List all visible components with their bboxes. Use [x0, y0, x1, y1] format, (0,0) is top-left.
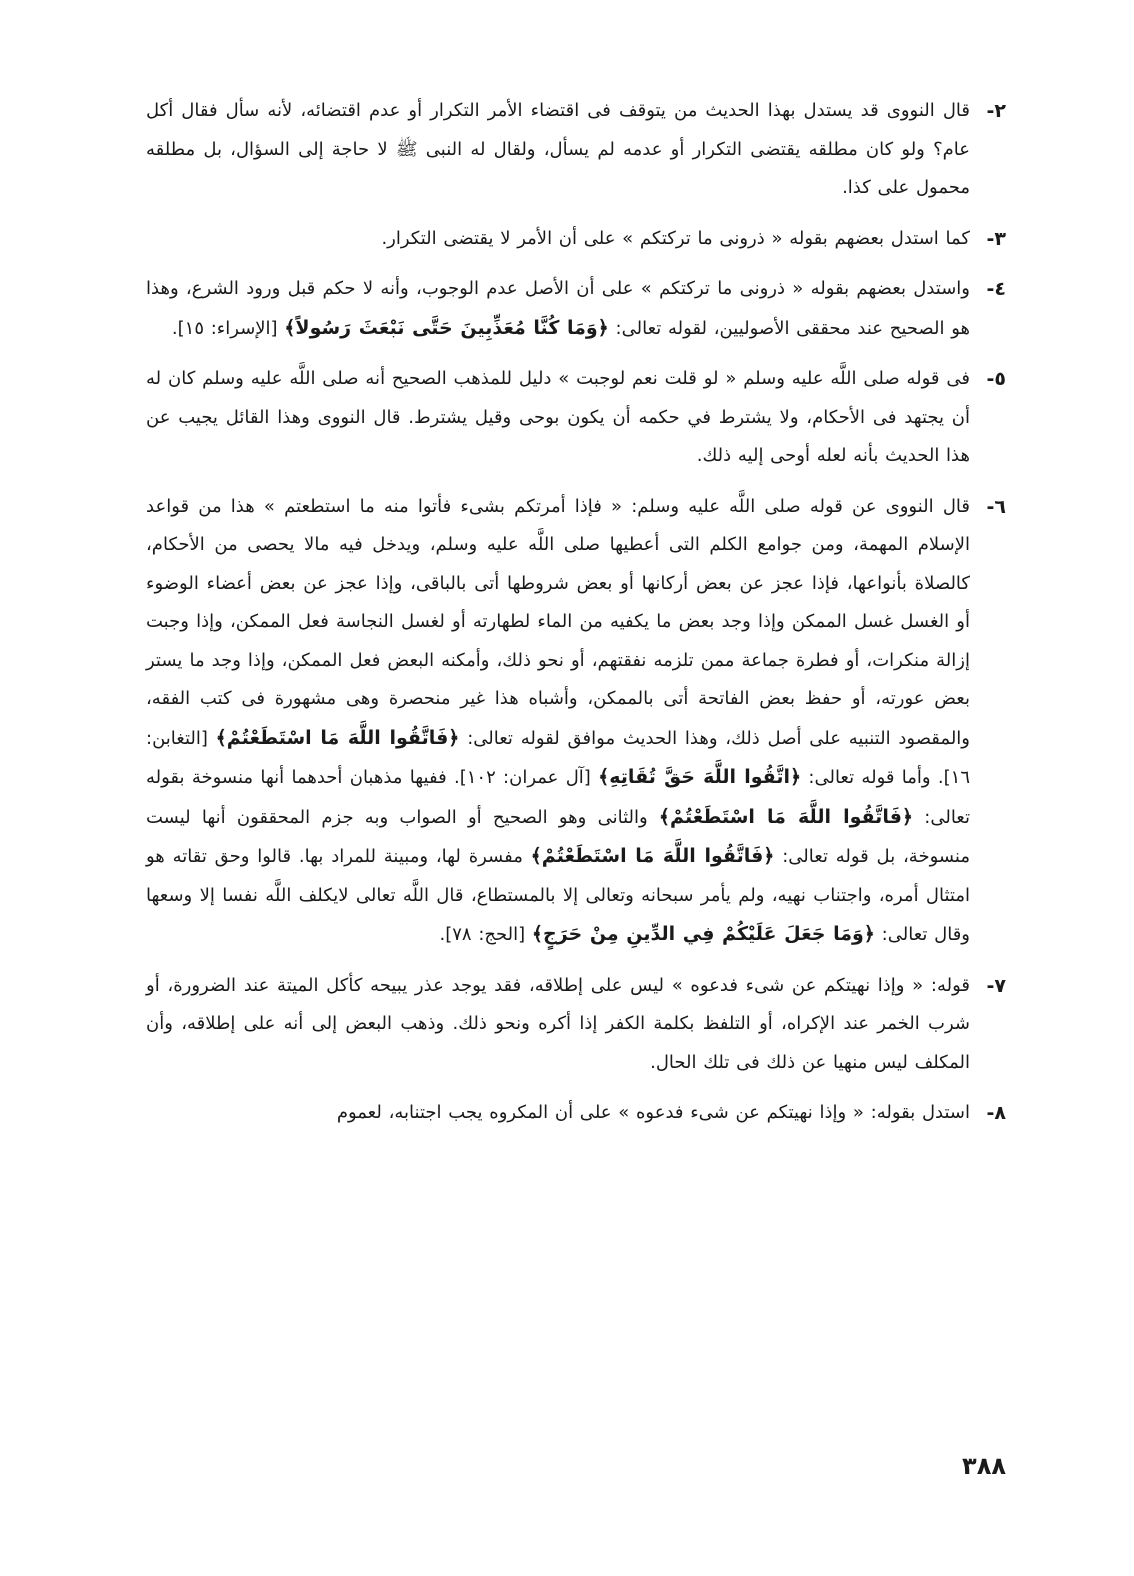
paragraph-number: ٦- [986, 495, 1006, 518]
quran-verse: ﴿فَاتَّقُوا اللَّهَ مَا اسْتَطَعْتُمْ﴾ [658, 805, 914, 828]
numbered-paragraph [146, 360, 1006, 476]
quran-verse: ﴿فَاتَّقُوا اللَّهَ مَا اسْتَطَعْتُمْ﴾ [215, 726, 460, 749]
numbered-paragraph [146, 92, 1006, 208]
text-segment: [الحج: ٧٨]. [439, 924, 532, 945]
page-number: ٣٨٨ [962, 1452, 1006, 1480]
paragraph-number: ٨- [986, 1102, 1006, 1124]
quran-verse: ﴿وَمَا كُنَّا مُعَذِّبِينَ حَتَّى نَبْعَثَ رَسُولاً﴾ [284, 316, 609, 339]
paragraph-text [146, 360, 970, 476]
text-segment: قال النووى قد يستدل بهذا الحديث من يتوقف فى اقتضاء الأمر التكرار أو عدم اقتضائه، لأنه سأل فقال أكل عام؟ ولو كان مطلقه يقتضى التكرار أو عدمه لم يسأل، ولقال له النبى ﷺ لا حاجة إلى السؤال، بل مطلقه محمول على كذا. [146, 100, 970, 198]
text-segment: قوله: « وإذا نهيتكم عن شىء فدعوه » ليس على إطلاقه، فقد يوجد عذر يبيحه كأكل الميتة عند الضرورة، أو شرب الخمر عند الإكراه، أو التلفظ بكلمة الكفر إذا أكره ونحو ذلك. وذهب البعض إلى أنه على إطلاقه، وأن المكلف ليس منهيا عن ذلك فى تلك الحال. [146, 974, 970, 1073]
quran-verse: ﴿فَاتَّقُوا اللَّهَ مَا اسْتَطَعْتُمْ﴾ [530, 845, 775, 867]
quran-verse: ﴿اتَّقُوا اللَّهَ حَقَّ تُقَاتِهِ﴾ [598, 766, 802, 788]
text-segment: فى قوله صلى اللَّه عليه وسلم « لو قلت نعم لوجبت » دليل للمذهب الصحيح أنه صلى اللَّه عليه وسلم كان له أن يجتهد فى الأحكام، ولا يشترط في حكمه أن يكون بوحى وقيل يشترط. قال النووى وهذا القائل يجيب عن هذا الحديث بأنه لعله أوحى إليه ذلك. [146, 368, 970, 466]
text-segment: [آل عمران: ١٠٢]. ففيها مذهبان أحدهما أنها منسوخة بقوله تعالى: [146, 767, 970, 828]
quran-verse: ﴿وَمَا جَعَلَ عَلَيْكُمْ فِي الدِّينِ مِنْ حَرَجٍ﴾ [531, 923, 875, 945]
paragraph-text [146, 1094, 970, 1133]
numbered-paragraph [146, 220, 1006, 259]
paragraph-text [146, 967, 970, 1083]
numbered-paragraph [146, 270, 1006, 348]
text-segment: والثانى وهو الصحيح أو الصواب وبه جزم المحققون أنها ليست منسوخة، بل قوله تعالى: [146, 806, 970, 867]
paragraph-number: ٣- [986, 227, 1006, 250]
text-segment: قال النووى عن قوله صلى اللَّه عليه وسلم: « فإذا أمرتكم بشىء فأتوا منه ما استطعتم » هذا من قواعد الإسلام المهمة، ومن جوامع الكلم التى أعطيها صلى اللَّه عليه وسلم، ويدخل فيه مالا يحصى من الأحكام، كالصلاة بأنواعها، فإذا عجز عن بعض أركانها أو بعض شروطها أتى بالباقى، وإذا عجز عن بعض أعضاء الوضوء أو الغسل غسل الممكن وإذا وجد بعض ما يكفيه من الماء لطهارته أو لغسل النجاسة فعل الممكن، وإذا وجبت إزالة منكرات، أو فطرة جماعة ممن تلزمه نفقتهم، أو نحو ذلك، وأمكنه البعض فعل الممكن، وإذا وجد ما يستر بعض عورته، أو حفظ بعض الفاتحة أتى بالممكن، وأشباه هذا غير منحصرة وهى مشهورة فى كتب الفقه، والمقصود التنبيه على أصل ذلك، وهذا الحديث موافق لقوله تعالى: [146, 495, 970, 749]
paragraph-text [146, 488, 970, 955]
numbered-paragraph [146, 488, 1006, 955]
numbered-paragraph [146, 967, 1006, 1083]
text-segment: [التغابن: ١٦]. وأما قوله تعالى: [146, 727, 970, 788]
text-segment: واستدل بعضهم بقوله « ذرونى ما تركتكم » على أن الأصل عدم الوجوب، وأنه لا حكم قبل ورود الشرع، وهذا هو الصحيح عند محققى الأصوليين، لقوله تعالى: [146, 278, 970, 339]
text-segment: كما استدل بعضهم بقوله « ذرونى ما تركتكم » على أن الأمر لا يقتضى التكرار. [381, 227, 970, 249]
paragraph-text [146, 92, 970, 208]
text-segment: مفسرة لها، ومبينة للمراد بها. قالوا وحق تقاته هو امتثال أمره، واجتناب نهيه، ولم يأمر سبحانه وتعالى إلا بالمستطاع، قال اللَّه تعالى لايكلف اللَّه نفسا إلا وسعها وقال تعالى: [146, 846, 970, 945]
text-segment: استدل بقوله: « وإذا نهيتكم عن شىء فدعوه » على أن المكروه يجب اجتنابه، لعموم [336, 1102, 970, 1123]
paragraph-text [146, 270, 970, 348]
paragraph-number: ٥- [986, 368, 1006, 390]
paragraph-text [146, 220, 970, 259]
page-content [146, 92, 1006, 1145]
text-segment: [الإسراء: ١٥]. [171, 317, 285, 339]
paragraph-number: ٢- [986, 100, 1006, 122]
paragraph-number: ٧- [986, 974, 1006, 997]
paragraph-number: ٤- [986, 278, 1006, 300]
numbered-paragraph [146, 1094, 1006, 1133]
